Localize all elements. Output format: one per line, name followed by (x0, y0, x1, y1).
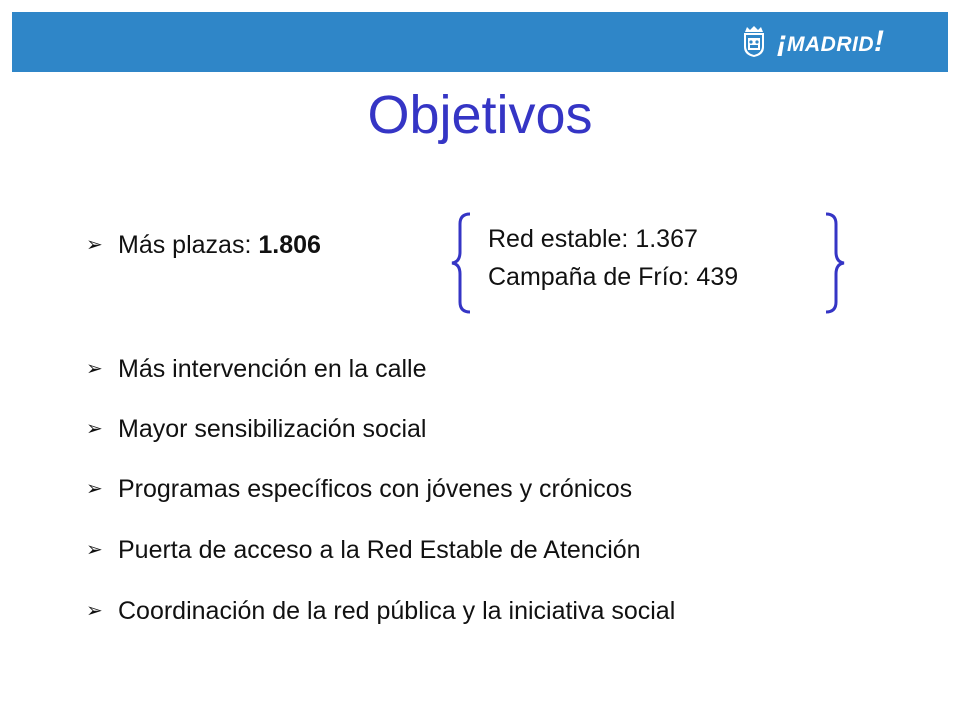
bullet-text: Más intervención en la calle (118, 355, 427, 383)
logo-mark-close: ! (874, 25, 884, 58)
logo-mark-open: ¡ (777, 25, 787, 58)
breakdown-line: Campaña de Frío: 439 (488, 263, 739, 291)
plazas-value: 1.806 (258, 231, 321, 259)
bullet-item (86, 354, 427, 384)
bullet-text: Mayor sensibilización social (118, 415, 427, 443)
header-bar (12, 12, 948, 72)
arrowhead-bullet-icon: ➢ (86, 418, 103, 440)
arrowhead-bullet-icon: ➢ (86, 478, 103, 500)
bullet-item (86, 474, 632, 504)
madrid-wordmark (777, 27, 884, 57)
bullet-item (86, 596, 675, 626)
madrid-logo (741, 23, 884, 61)
bullet-item (86, 414, 426, 444)
arrowhead-bullet-icon: ➢ (86, 539, 103, 561)
arrowhead-bullet-icon: ➢ (86, 358, 103, 380)
bullet-plazas (86, 230, 321, 260)
bullet-text: Coordinación de la red pública y la iniciativa social (118, 597, 676, 625)
plazas-label: Más plazas: (118, 231, 252, 259)
logo-text: MADRID (787, 33, 874, 56)
slide-title: Objetivos (367, 85, 593, 145)
breakdown-line: Red estable: 1.367 (488, 225, 698, 253)
arrowhead-bullet-icon: ➢ (86, 600, 103, 622)
bullet-text: Puerta de acceso a la Red Estable de Atención (118, 536, 641, 564)
madrid-crest-icon (741, 25, 767, 59)
plazas-breakdown (448, 210, 848, 316)
arrowhead-bullet-icon: ➢ (86, 234, 103, 256)
bullet-item (86, 535, 641, 565)
bullet-text: Programas específicos con jóvenes y crónicos (118, 475, 633, 503)
